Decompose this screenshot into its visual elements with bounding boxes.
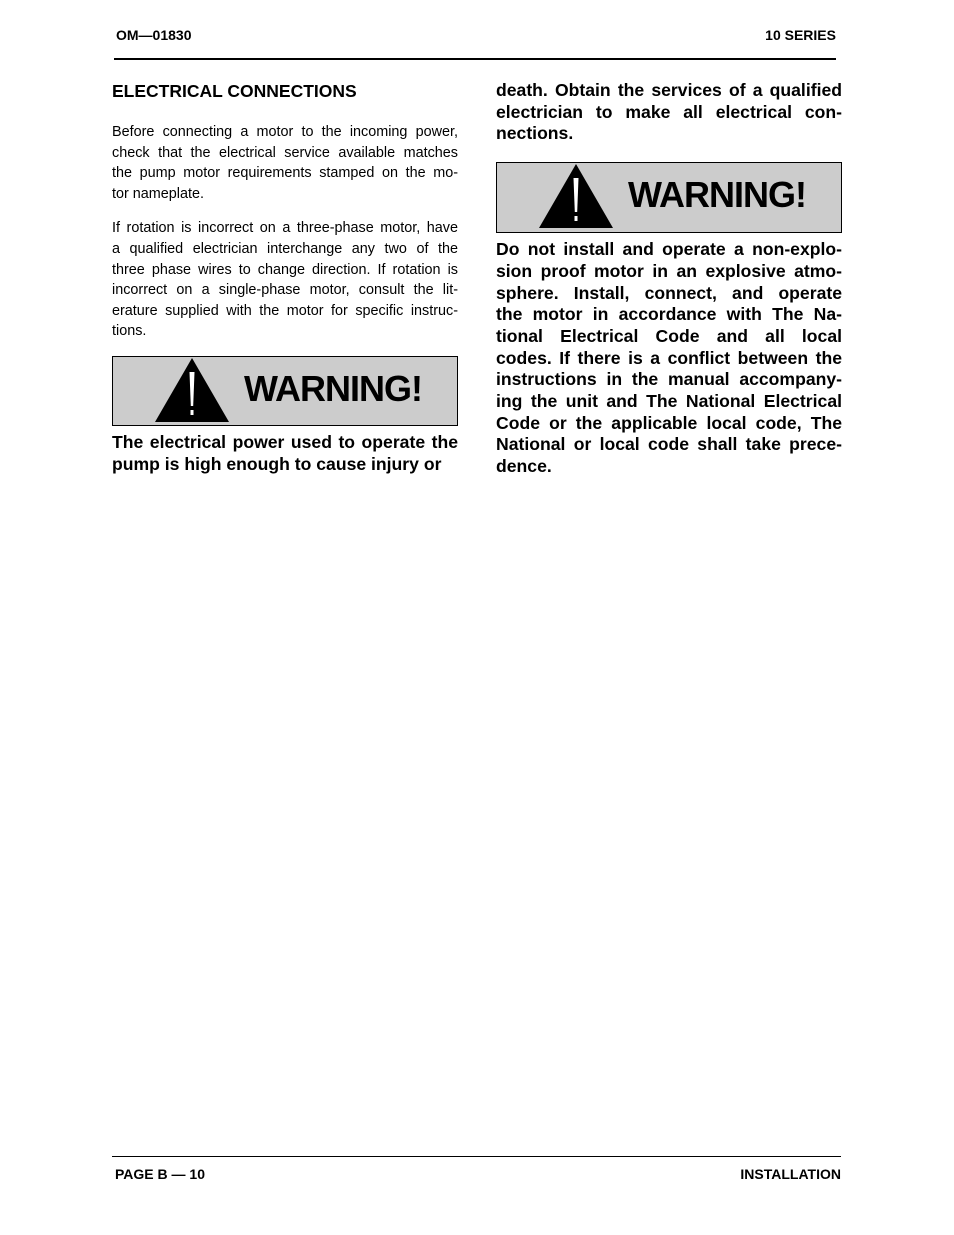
- header-rule: [114, 58, 836, 60]
- text-line: The electrical power used to operate the: [112, 431, 458, 452]
- series-label: 10 SERIES: [765, 27, 836, 43]
- exclamation-triangle-icon: [155, 358, 229, 422]
- text-line: Code or the applicable local code, The: [496, 412, 842, 433]
- text-line: codes. If there is a conflict between the: [496, 347, 842, 368]
- text-line: death. Obtain the services of a qualified: [496, 80, 842, 100]
- warning-banner-electrical: [112, 356, 458, 426]
- text-line: sion proof motor in an explosive atmo-: [496, 260, 842, 281]
- left-column: [112, 80, 458, 475]
- exclamation-triangle-icon: [539, 164, 613, 228]
- right-column: [496, 80, 842, 478]
- section-heading: ELECTRICAL CONNECTIONS: [112, 81, 357, 101]
- text-line: instructions in the manual accompany-: [496, 369, 842, 390]
- text-line: tions.: [112, 323, 147, 340]
- text-line: tional Electrical Code and all local: [496, 325, 842, 346]
- text-line: three phase wires to change direction. If rotation is: [112, 261, 458, 278]
- text-line: sphere. Install, connect, and operate: [496, 282, 842, 303]
- text-line: pump is high enough to cause injury or: [112, 453, 442, 474]
- text-line: incorrect on a single-phase motor, consult the lit-: [112, 282, 458, 299]
- text-line: the pump motor requirements stamped on the mo-: [112, 165, 458, 182]
- text-line: nections.: [496, 123, 574, 144]
- warning-text-electrical-part1: [112, 432, 458, 475]
- document-code: OM—01830: [116, 27, 192, 43]
- chapter-label: INSTALLATION: [740, 1166, 841, 1182]
- text-line: check that the electrical service available matches: [112, 144, 458, 161]
- warning-title: WARNING!: [244, 367, 422, 409]
- text-line: Do not install and operate a non-explo-: [496, 239, 842, 260]
- text-line: If rotation is incorrect on a three-phase motor, have: [112, 220, 458, 237]
- warning-text-explosion: [496, 239, 842, 478]
- paragraph-rotation: [112, 218, 458, 342]
- warning-banner-explosion: [496, 162, 842, 233]
- text-line: dence.: [496, 456, 552, 477]
- paragraph-power-check: [112, 122, 458, 204]
- warning-title: WARNING!: [628, 174, 806, 216]
- page-number: PAGE B — 10: [115, 1166, 205, 1182]
- text-line: erature supplied with the motor for specific instruc-: [112, 302, 458, 319]
- text-line: a qualified electrician interchange any two of the: [112, 240, 458, 257]
- text-line: ing the unit and The National Electrical: [496, 391, 842, 412]
- text-line: National or local code shall take prece-: [496, 434, 842, 455]
- warning-text-electrical-part2: [496, 80, 842, 145]
- text-line: Before connecting a motor to the incoming power,: [112, 124, 458, 140]
- footer-rule: [112, 1156, 841, 1157]
- text-line: tor nameplate.: [112, 185, 204, 202]
- text-line: the motor in accordance with The Na-: [496, 304, 842, 325]
- text-line: electrician to make all electrical con-: [496, 101, 842, 122]
